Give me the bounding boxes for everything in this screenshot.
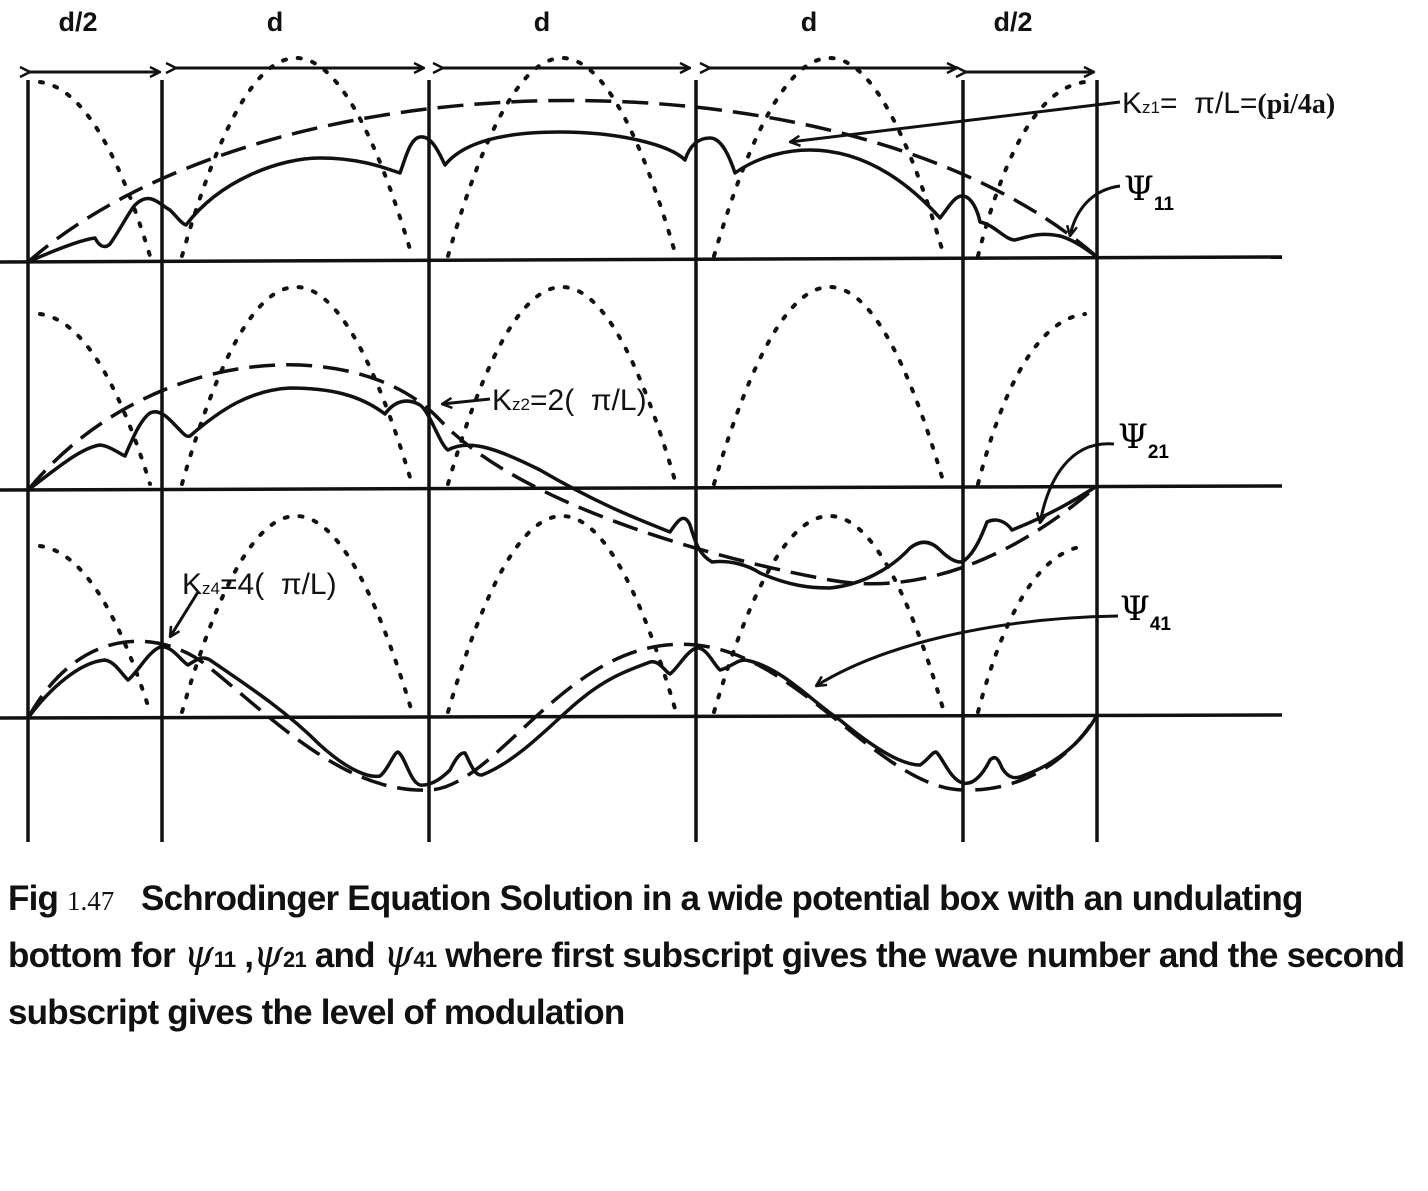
- caption-and: and: [305, 936, 384, 975]
- kz1-pointer: [790, 102, 1120, 142]
- caption-fig: Fig: [8, 879, 68, 918]
- caption-title: Schrodinger Equation Solution in a wide potential box with an undulating bottom for: [8, 879, 1312, 975]
- dimension-label: d/2: [58, 7, 98, 37]
- kz2-pointer: [442, 399, 490, 404]
- psi-symbol: ψ: [253, 932, 284, 976]
- caption-rest: where first subscript gives the wave number and the second subscript gives the level of modulation: [8, 936, 1405, 1032]
- dimension-label: d: [533, 7, 551, 37]
- psi41-pointer: [816, 616, 1118, 686]
- psi41-label: Ψ41: [1120, 589, 1171, 635]
- kz2-label: Kz2=2( π/L): [492, 384, 647, 417]
- psi-symbol: ψ: [183, 932, 214, 976]
- dimension-label: d/2: [993, 7, 1033, 37]
- baselines: [0, 257, 1282, 718]
- psi11-label: Ψ11: [1124, 169, 1174, 215]
- kz1-label: Kz1= π/L=(pi/4a): [1122, 87, 1336, 120]
- figure-caption: [8, 872, 1418, 1039]
- psi11-pointer: [1070, 186, 1120, 236]
- caption-separator: ,: [235, 936, 254, 975]
- baseline-psi41: [0, 715, 1282, 718]
- dimension-label: d: [266, 7, 284, 37]
- kz4-label: Kz4=4( π/L): [182, 568, 337, 601]
- baseline-psi11: [0, 257, 1282, 262]
- dimension-arrows: [30, 68, 1094, 72]
- dimension-label: d: [800, 7, 818, 37]
- caption-number: 1.47: [67, 886, 115, 916]
- envelope-curves-dashed: [28, 100, 1097, 790]
- subscript-41: 41: [413, 947, 437, 972]
- psi21-label: Ψ21: [1118, 417, 1169, 463]
- subscript-21: 21: [283, 947, 306, 972]
- dimension-labels: [58, 7, 1032, 37]
- psi11-curve: [28, 132, 1097, 262]
- psi-symbol: ψ: [383, 932, 414, 976]
- subscript-11: 11: [213, 947, 236, 972]
